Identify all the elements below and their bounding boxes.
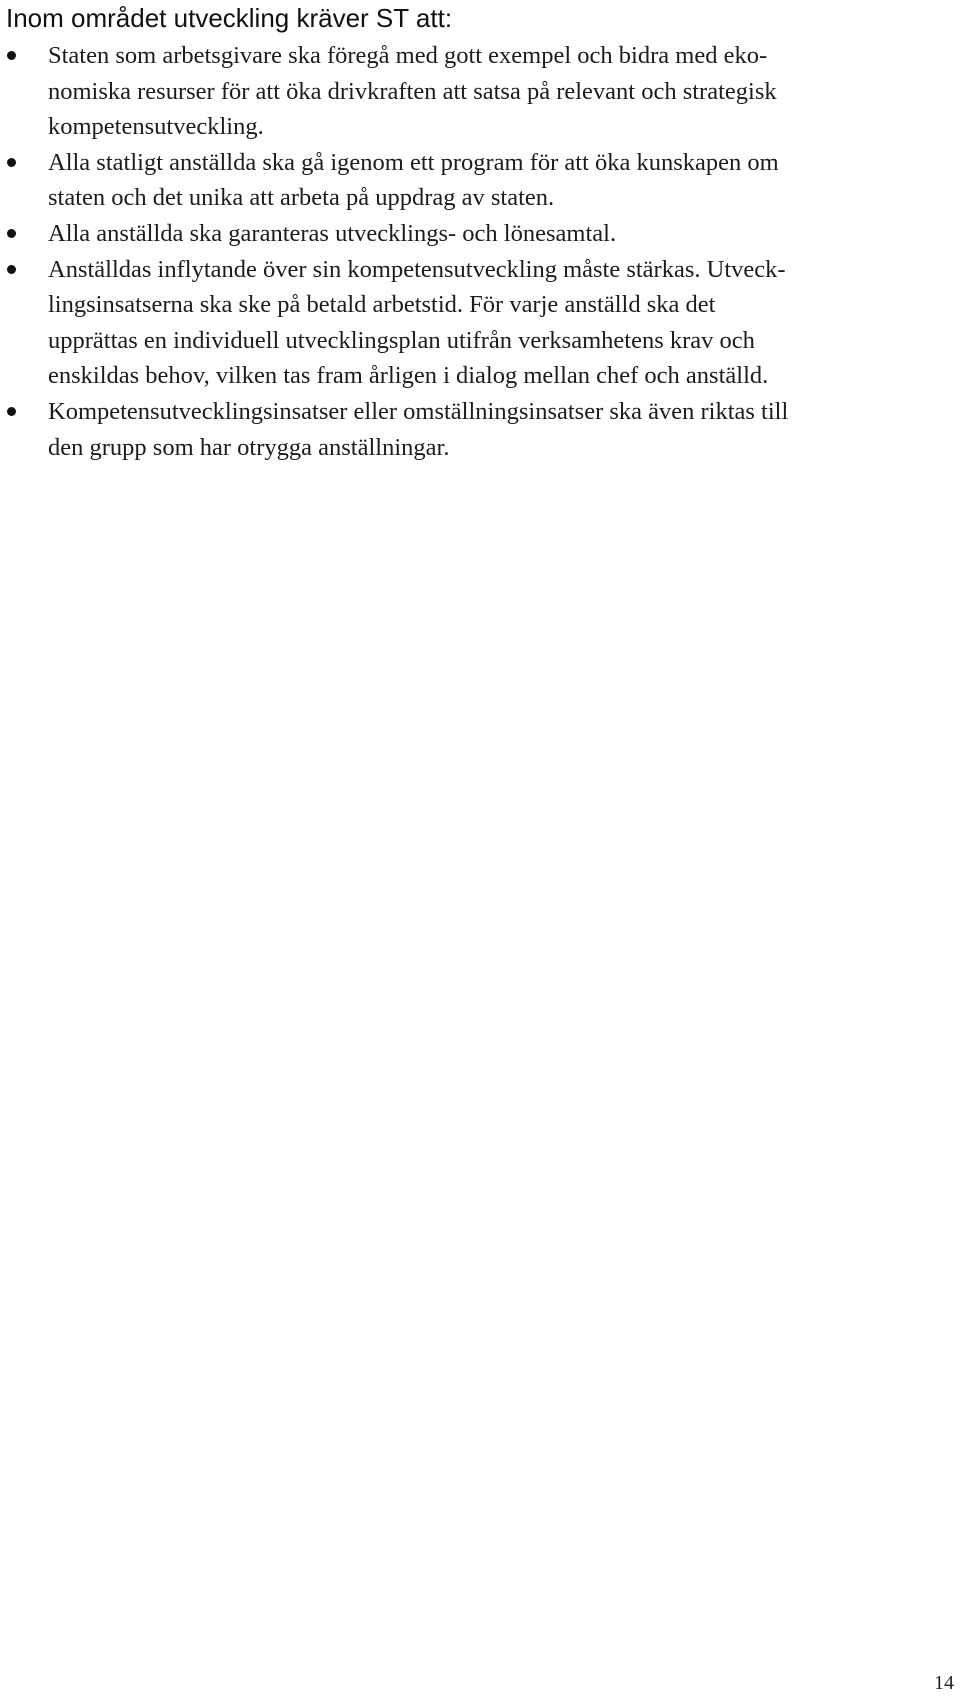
page-number: 14 — [934, 1672, 954, 1694]
bullet-text-line: Alla anställda ska garanteras utvecklings- och lönesamtal. — [48, 219, 617, 247]
section-heading: Inom området utveckling kräver ST att: — [6, 3, 453, 33]
bullet-text-line: Alla statligt anställda ska gå igenom ett program för att öka kunskapen om — [48, 148, 779, 176]
bullet-text-line: lingsinsatserna ska ske på betald arbetstid. För varje anställd ska det — [48, 291, 716, 319]
bullet-text-line: enskildas behov, vilken tas fram årligen i dialog mellan chef och anställd. — [48, 362, 769, 390]
bullet-icon — [7, 407, 16, 416]
bullet-text-line: Anställdas inflytande över sin kompetensutveckling måste stärkas. Utveck- — [48, 255, 786, 283]
bullet-list — [0, 38, 960, 465]
bullet-text-line: Staten som arbetsgivare ska föregå med gott exempel och bidra med eko- — [48, 42, 768, 69]
bullet-text-line: staten och det unika att arbeta på uppdrag av staten. — [48, 184, 555, 212]
bullet-text-line: kompetensutveckling. — [48, 113, 264, 141]
bullet-text-line: nomiska resurser för att öka drivkraften att satsa på relevant och strategisk — [48, 77, 777, 105]
bullet-item — [0, 216, 948, 252]
bullet-icon — [7, 229, 16, 238]
bullet-item — [0, 38, 948, 145]
bullet-text-line: den grupp som har otrygga anställningar. — [48, 433, 450, 461]
bullet-text-line: Kompetensutvecklingsinsatser eller omställningsinsatser ska även riktas till — [48, 397, 789, 425]
bullet-item — [0, 145, 948, 216]
bullet-item — [0, 252, 948, 394]
bullet-icon — [7, 158, 16, 167]
bullet-text-line: upprättas en individuell utvecklingsplan utifrån verksamhetens krav och — [48, 326, 755, 354]
bullet-icon — [7, 51, 16, 60]
bullet-icon — [7, 265, 16, 274]
bullet-item — [0, 394, 948, 465]
